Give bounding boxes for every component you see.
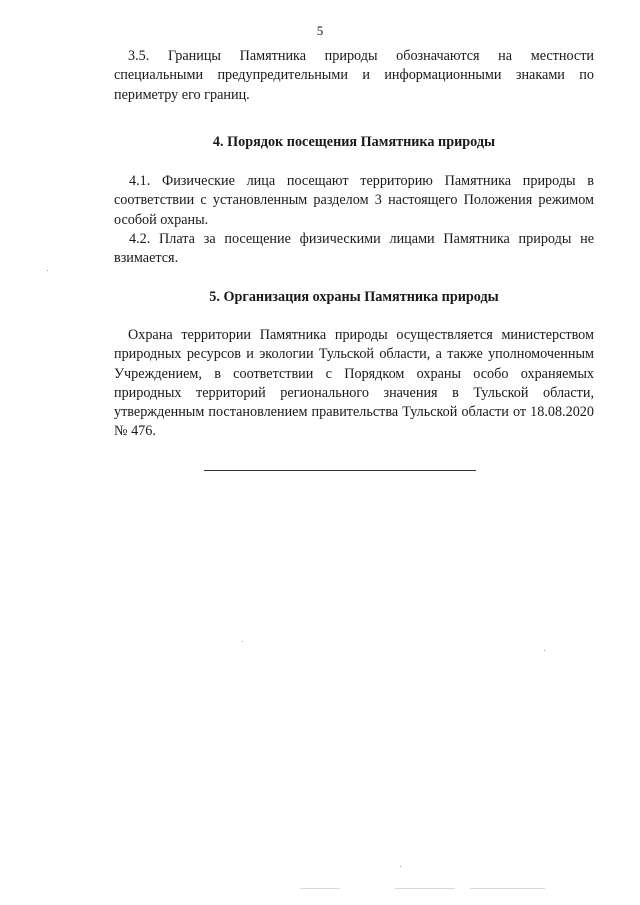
closing-divider-line xyxy=(204,470,476,471)
scan-speck xyxy=(47,270,48,271)
paragraph-5: Охрана территории Памятника природы осуществляется министерством природных ресурсов и экологии Тульской области, а также уполномоченным Учреждением, в соответствии с Порядком охраны особо охраняемых природных территорий регионального значения в Тульской области, утвержденным постановлением правительства Тульской области от 18.08.2020 № 476. xyxy=(114,327,594,440)
scan-speck xyxy=(300,888,340,889)
paragraph-4-1: 4.1. Физические лица посещают территорию Памятника природы в соответствии с установленным разделом 3 настоящего Положения режимом особой охраны. xyxy=(114,173,594,228)
scan-speck xyxy=(470,888,545,889)
paragraph-3-5: 3.5. Границы Памятника природы обозначаются на местности специальными предупредительными и информационными знаками по периметру его границ. xyxy=(114,48,594,103)
section-5-heading: 5. Организация охраны Памятника природы xyxy=(209,289,499,305)
scan-speck xyxy=(242,641,243,642)
section-4-heading: 4. Порядок посещения Памятника природы xyxy=(212,134,496,150)
scan-speck xyxy=(544,650,545,651)
paragraph-4-2: 4.2. Плата за посещение физическими лицами Памятника природы не взимается. xyxy=(114,231,594,267)
scan-speck xyxy=(400,866,401,867)
page-number: 5 xyxy=(316,23,324,38)
scan-speck xyxy=(395,888,455,889)
